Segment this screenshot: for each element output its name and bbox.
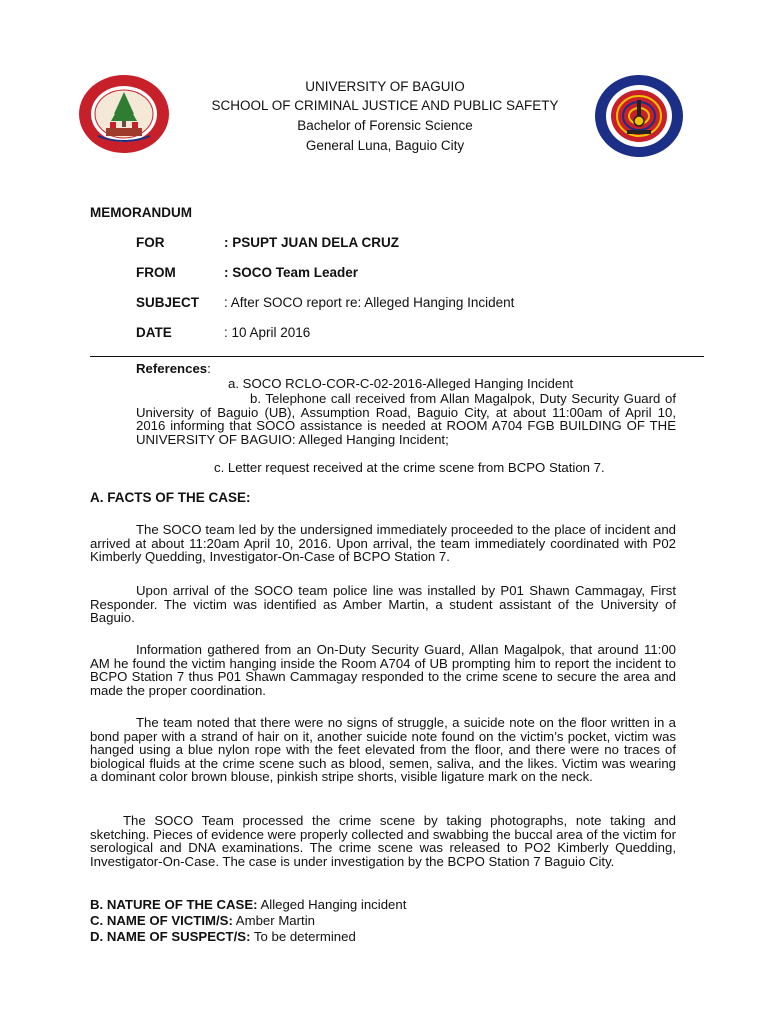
facts-paragraph-4: The team noted that there were no signs of struggle, a suicide note on the floor written in a bond paper with a strand of hair on it, another suicide note found on the victim’s pocket, victim was hanged using a blue nylon rope with the feet elevated from the floor, and there were no traces of biological fluids at the crime scene such as blood, semen, saliva, and the likes. Victim was wearing a dominant color brown blouse, pinkish stripe shorts, visible ligature mark on the neck. bbox=[90, 715, 676, 784]
facts-paragraph-3: Information gathered from an On-Duty Security Guard, Allan Magalpok, that around 11:00 AM he found the victim hanging inside the Room A704 of UB prompting him to report the incident to BCPO Station 7 thus P01 Shawn Cammagay responded to the crime scene to secure the area and made the proper coordination. bbox=[90, 642, 676, 698]
memo-for-value: : PSUPT JUAN DELA CRUZ bbox=[224, 235, 400, 250]
facts-paragraph-1: The SOCO team led by the undersigned immediately proceeded to the place of incident and arrived at about 11:20am April 10, 2016. Upon arrival, the team immediately coordinated with P02 Kimberly Quedding, Investigator-On-Case of BCPO Station 7. bbox=[90, 522, 676, 564]
references-heading bbox=[136, 362, 211, 376]
memorandum-title: MEMORANDUM bbox=[90, 205, 192, 220]
references-colon: : bbox=[207, 361, 211, 376]
program-name: Bachelor of Forensic Science bbox=[297, 118, 473, 133]
suspect-name-value: To be determined bbox=[250, 929, 356, 944]
school-name: SCHOOL OF CRIMINAL JUSTICE AND PUBLIC SAFETY bbox=[211, 98, 559, 113]
facts-paragraph-2: Upon arrival of the SOCO team police line was installed by P01 Shawn Cammagay, First Responder. The victim was identified as Amber Martin, a student assistant of the University of Baguio. bbox=[90, 583, 676, 625]
victim-name-value: Amber Martin bbox=[232, 913, 315, 928]
references-label: References bbox=[136, 361, 208, 376]
section-a-heading: A. FACTS OF THE CASE: bbox=[90, 490, 251, 505]
nature-of-case-value: Alleged Hanging incident bbox=[257, 897, 407, 912]
memo-for-label: FOR bbox=[136, 235, 165, 250]
address: General Luna, Baguio City bbox=[305, 138, 465, 153]
memo-from-value: : SOCO Team Leader bbox=[224, 265, 359, 280]
nature-of-case bbox=[90, 897, 406, 912]
victim-name bbox=[90, 913, 315, 928]
memo-subject-label: SUBJECT bbox=[136, 295, 200, 310]
reference-a: a. SOCO RCLO-COR-C-02-2016-Alleged Hanging Incident bbox=[228, 376, 574, 391]
memo-from-label: FROM bbox=[136, 265, 176, 280]
reference-c: c. Letter request received at the crime scene from BCPO Station 7. bbox=[214, 460, 605, 475]
facts-paragraph-5: The SOCO Team processed the crime scene by taking photographs, note taking and sketching. Pieces of evidence were properly collected and swabbing the buccal area of the victim for serological and DNA examinations. The crime scene was released to PO2 Kimberly Quedding, Investigator-On-Case. The case is under investigation by the BCPO Station 7 Baguio City. bbox=[90, 813, 676, 869]
suspect-name-label: D. NAME OF SUSPECT/S: bbox=[90, 929, 251, 944]
reference-b: b. Telephone call received from Allan Magalpok, Duty Security Guard of University of Baguio (UB), Assumption Road, Baguio City, at about 11:00am of April 10, 2016 informing that SOCO assistance is needed at ROOM A704 FGB BUILDING OF THE UNIVERSITY OF BAGUIO: Alleged Hanging Incident; bbox=[136, 391, 676, 447]
university-name: UNIVERSITY OF BAGUIO bbox=[305, 79, 465, 94]
memo-divider bbox=[90, 356, 704, 357]
memo-subject-value: : After SOCO report re: Alleged Hanging Incident bbox=[224, 295, 515, 310]
memo-date-value: : 10 April 2016 bbox=[224, 325, 311, 340]
victim-name-label: C. NAME OF VICTIM/S: bbox=[90, 913, 233, 928]
nature-of-case-label: B. NATURE OF THE CASE: bbox=[90, 897, 258, 912]
memo-date-label: DATE bbox=[136, 325, 172, 340]
suspect-name bbox=[90, 929, 356, 944]
